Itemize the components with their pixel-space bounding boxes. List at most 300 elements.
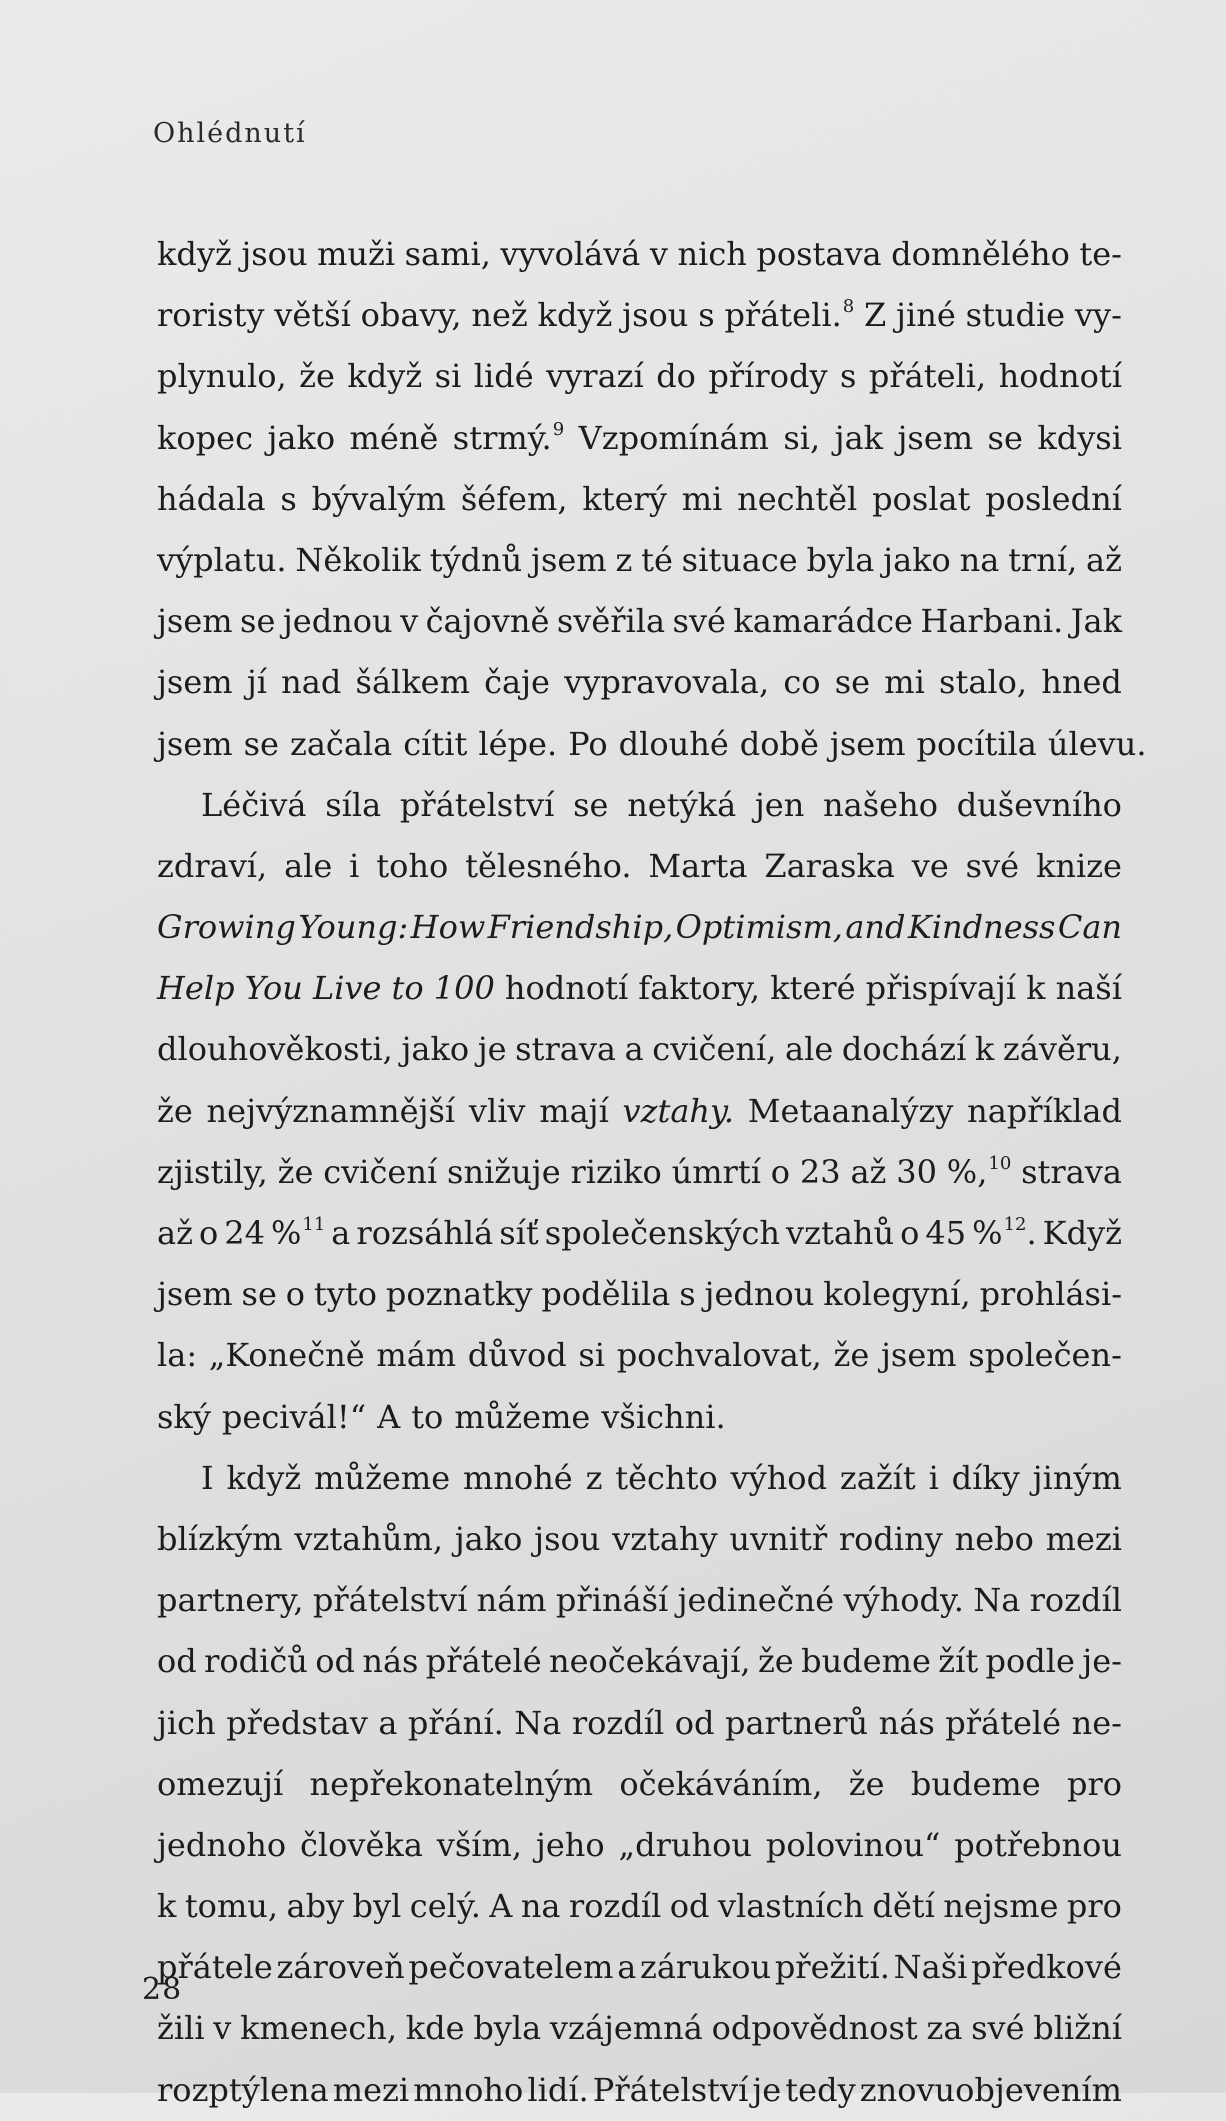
paragraph [157, 1448, 1122, 2121]
word: žít [938, 1642, 979, 1681]
word: žili [157, 2009, 205, 2048]
word: netýká [627, 785, 737, 824]
word: že [833, 1336, 870, 1375]
word: rodičů [204, 1642, 308, 1681]
word: uvnitř [729, 1519, 828, 1558]
word: odpovědnost [711, 2009, 918, 2048]
word: postava [756, 235, 882, 273]
word: mezi [1045, 1519, 1122, 1558]
word: jsou [622, 296, 689, 335]
word: tyto [313, 1275, 377, 1314]
text-line [157, 1019, 1122, 1080]
word: když [226, 1458, 302, 1497]
body-text [157, 224, 1147, 2121]
word: Přátelství [592, 2070, 749, 2109]
word: 45 [925, 1214, 967, 1252]
word: budeme [910, 1764, 1041, 1803]
text-line [157, 1815, 1122, 1876]
word: svěřila [556, 602, 666, 641]
word: začala [289, 724, 393, 763]
word: a [624, 1030, 644, 1069]
word: až [850, 1152, 887, 1191]
word: společenských [544, 1214, 781, 1252]
word: budeme [801, 1642, 931, 1681]
word: do [656, 357, 696, 396]
word: jsem [829, 724, 906, 763]
word: se [240, 602, 276, 641]
word: z [615, 540, 633, 579]
word: %$^{11}$ [270, 1214, 326, 1252]
word: jsem [897, 418, 974, 457]
word: ský [157, 1397, 211, 1436]
word: našeho [823, 785, 938, 824]
word: Několik [295, 540, 421, 579]
word: předkové [971, 1948, 1122, 1987]
word: I [201, 1458, 214, 1497]
word: vztahů [786, 1214, 895, 1252]
word: Po [568, 724, 608, 763]
word: Harbani. [920, 602, 1064, 641]
text-line [157, 1448, 1122, 1509]
word: jsou [241, 235, 308, 273]
text-line [157, 714, 1147, 775]
word: o [198, 1214, 219, 1252]
word: síť [499, 1214, 539, 1252]
word: vyvolává [500, 235, 641, 273]
word: v [649, 235, 668, 273]
word: Can [1057, 908, 1122, 947]
text-line [157, 958, 1122, 1019]
word: s [698, 296, 715, 335]
word: jí [246, 663, 267, 702]
word: Friendship, [487, 908, 674, 947]
text-line [157, 469, 1122, 530]
word: méně [349, 418, 439, 457]
word: la: [157, 1336, 198, 1375]
word: pecivál!“ [221, 1397, 367, 1436]
word: v [400, 602, 419, 641]
word: přátele [157, 1948, 273, 1987]
word: cvičení, [652, 1030, 777, 1069]
word: Optimism, [675, 908, 843, 947]
word: nich [677, 235, 747, 273]
trailing-punctuation: . [1026, 1214, 1037, 1252]
word: své [965, 846, 1020, 885]
word: v [213, 2009, 232, 2048]
word: nechtěl [737, 479, 858, 518]
text-line [157, 775, 1122, 836]
text-line [157, 1693, 1122, 1754]
word: jsem [531, 540, 607, 579]
word: společen- [968, 1336, 1122, 1375]
word: kdysi [1037, 418, 1122, 457]
word: přání. [407, 1703, 504, 1742]
word: jako [883, 540, 951, 579]
text-line [157, 346, 1122, 407]
word: se [241, 1275, 277, 1314]
word: rozdíl [1029, 1581, 1122, 1620]
word: všichni. [601, 1397, 726, 1436]
text-line [157, 652, 1122, 713]
text-line [157, 1937, 1122, 1998]
word: stalo, [939, 663, 1028, 702]
word: na [959, 540, 1000, 579]
word: kmenech, [240, 2009, 398, 2048]
word: hádala [157, 479, 266, 518]
word: Growing [157, 908, 296, 947]
word: úmrtí [671, 1152, 761, 1191]
word: knize [1035, 846, 1122, 885]
word: sami, [404, 235, 491, 273]
word: cvičení [323, 1152, 438, 1191]
word: jich [157, 1703, 216, 1742]
footnote-reference: 12 [1003, 1214, 1027, 1235]
word: se [243, 724, 279, 763]
word: pocítila [916, 724, 1037, 763]
word: se [573, 785, 609, 824]
word: na [520, 1887, 561, 1926]
word: je [752, 2070, 782, 2109]
word: zárukou [639, 1948, 772, 1987]
word: „Konečně [208, 1336, 365, 1375]
word: Metaanalýzy [747, 1091, 954, 1130]
word: 24 [224, 1214, 265, 1252]
word: si [434, 357, 462, 396]
word: vliv [468, 1091, 526, 1130]
word: obavy, [360, 296, 462, 335]
word: lidí. [527, 2070, 589, 2109]
word: té [641, 540, 673, 579]
text-line [157, 408, 1122, 469]
word: můžeme [454, 1397, 591, 1436]
word: mnohé [462, 1458, 573, 1497]
word: aby [286, 1887, 345, 1926]
word: 23 [799, 1152, 841, 1191]
word: pochvalovat, [616, 1336, 822, 1375]
word: nebo [954, 1519, 1034, 1558]
word: snižuje [447, 1152, 561, 1191]
word: strmý.$^9$ [452, 418, 565, 457]
word: tomu, [184, 1887, 279, 1926]
word: bývalým [311, 479, 447, 518]
word: trní, [1008, 540, 1078, 579]
text-line [157, 1325, 1122, 1386]
word: dochází [841, 1030, 967, 1069]
word: dětí [872, 1887, 935, 1926]
word: očekáváním, [619, 1764, 823, 1803]
word: bližní [1033, 2009, 1122, 2048]
text-line [157, 1509, 1122, 1570]
word: celý. [409, 1887, 481, 1926]
word: jedinečné [677, 1581, 835, 1620]
word: až [1086, 540, 1122, 579]
word: studie [965, 296, 1066, 335]
word: jeho [535, 1825, 605, 1864]
text-line [157, 1998, 1122, 2059]
word: potřebnou [954, 1825, 1122, 1864]
word: dlouhé [618, 724, 729, 763]
word: jednoho [157, 1825, 287, 1864]
word: rozptýlena [157, 2070, 329, 2109]
word: 30 [896, 1152, 937, 1191]
word: partnery, [157, 1581, 304, 1620]
word: hodnotí [504, 969, 629, 1008]
word: ve [911, 846, 949, 885]
text-line [157, 1631, 1122, 1692]
word: si [578, 1336, 606, 1375]
word: jsem [157, 724, 233, 763]
word: jak [834, 418, 884, 457]
word: rozdíl [571, 1703, 665, 1742]
word: byla [473, 2009, 542, 2048]
word: Když [1042, 1214, 1122, 1252]
word: mi [884, 663, 925, 702]
word: dlouhověkosti, [157, 1030, 393, 1069]
word: omezují [157, 1764, 284, 1803]
word: ale [284, 846, 333, 885]
word: poznatky [385, 1275, 533, 1314]
text-line [157, 1142, 1122, 1203]
word: Na [973, 1581, 1021, 1620]
word: nám [476, 1581, 547, 1620]
word: 100 [433, 969, 495, 1008]
word: co [783, 663, 821, 702]
word: A [377, 1397, 401, 1436]
word: o [285, 1275, 306, 1314]
word: pro [1066, 1887, 1122, 1926]
word: jednou [704, 1275, 815, 1314]
word: and [845, 908, 906, 947]
word: přináší [555, 1581, 669, 1620]
running-header: Ohlédnutí [153, 118, 307, 149]
word: cítit [403, 724, 468, 763]
word: jsem [157, 602, 233, 641]
word: přispívají [865, 969, 1017, 1008]
word: až [157, 1214, 193, 1252]
word: jako [401, 1030, 470, 1069]
word: za [926, 2009, 963, 2048]
word: kopec [157, 418, 253, 457]
footnote-reference: 11 [302, 1214, 326, 1235]
word: výhody. [843, 1581, 964, 1620]
word: riziko [570, 1152, 662, 1191]
word: nejsme [943, 1887, 1059, 1926]
word: čaje [484, 663, 550, 702]
word: mnoho [413, 2070, 524, 2109]
word: než [471, 296, 528, 335]
word: přátelé [945, 1703, 1062, 1742]
word: toho [376, 846, 449, 885]
word: to [391, 969, 424, 1008]
word: hned [1041, 663, 1122, 702]
word: vztahům, [294, 1519, 443, 1558]
word: blízkým [157, 1519, 283, 1558]
word: hodnotí [998, 357, 1122, 396]
word: plynulo, [157, 357, 287, 396]
word: Young: [298, 908, 409, 947]
word: přírody [708, 357, 828, 396]
word: k [157, 1887, 177, 1926]
text-line [157, 1081, 1122, 1142]
word: že [277, 1152, 314, 1191]
word: o [770, 1152, 791, 1191]
word: faktory, [638, 969, 761, 1008]
word: zjistily, [157, 1152, 268, 1191]
word: přátelé [425, 1642, 542, 1681]
word: můžeme [314, 1458, 451, 1497]
word: byla [806, 540, 875, 579]
word: s [679, 1275, 696, 1314]
word: vyrazí [546, 357, 644, 396]
word: šéfem, [460, 479, 568, 518]
word: úlevu. [1047, 724, 1147, 763]
word: zároveň [276, 1948, 405, 1987]
word: tedy [785, 2070, 856, 2109]
word: jsou [534, 1519, 601, 1558]
word: jako [454, 1519, 523, 1558]
word: mi [681, 479, 723, 518]
word: You [244, 969, 303, 1008]
word: jsem [880, 1336, 957, 1375]
word: Na [514, 1703, 562, 1742]
word: Help [157, 969, 235, 1008]
word: Jak [1070, 602, 1122, 641]
word: například [967, 1091, 1122, 1130]
word: poslat [872, 479, 971, 518]
word: znovuobjevením [859, 2070, 1122, 2109]
word: tělesného. [465, 846, 632, 885]
word: že [299, 357, 335, 396]
word: vlastních [717, 1887, 864, 1926]
page-number: 28 [142, 1972, 183, 2007]
word: %$^{12}$. [972, 1214, 1037, 1252]
word: kolegyní, [823, 1275, 971, 1314]
word: vy- [1074, 296, 1122, 335]
word: jednou [282, 602, 393, 641]
word: díky [951, 1458, 1020, 1497]
word: How [410, 908, 486, 947]
word: duševního [956, 785, 1122, 824]
word: z [585, 1458, 603, 1497]
word: strava [1021, 1152, 1122, 1191]
word: mezi [332, 2070, 410, 2109]
word: i [349, 846, 360, 885]
text-line [157, 1264, 1122, 1325]
word: roristy [157, 296, 265, 335]
word: ale [785, 1030, 834, 1069]
word: od [669, 1887, 710, 1926]
word: muži [317, 235, 396, 273]
word: výplatu. [157, 540, 287, 579]
word: „druhou [618, 1825, 752, 1864]
paragraph [157, 224, 1147, 775]
word: %,$^{10}$ [946, 1152, 1012, 1191]
word: neočekávají, [548, 1642, 751, 1681]
word: polovinou“ [765, 1825, 941, 1864]
word: nejvýznamnější [206, 1091, 456, 1130]
word: a [331, 1214, 351, 1252]
word: te- [1079, 235, 1122, 273]
footnote-reference: 8 [842, 296, 855, 318]
word: větší [274, 296, 351, 335]
word: strava [515, 1030, 616, 1069]
word: zažít [839, 1458, 916, 1497]
word: své [971, 2009, 1025, 2048]
word: mám [376, 1336, 457, 1375]
word: jiné [896, 296, 956, 335]
word: Marta [648, 846, 748, 885]
word: se [987, 418, 1023, 457]
word: pečovatelem [408, 1948, 614, 1987]
text-line [157, 530, 1122, 591]
text-line [157, 836, 1122, 897]
text-line [157, 1387, 1122, 1448]
word: přáteli, [868, 357, 987, 396]
word: lidé [473, 357, 534, 396]
word: vzájemná [549, 2009, 703, 2048]
word: nepřekonatelným [309, 1764, 594, 1803]
paragraph [157, 775, 1122, 1448]
word: partnerů [724, 1703, 869, 1742]
word: ne- [1071, 1703, 1122, 1742]
word: člověka [299, 1825, 423, 1864]
word: nás [362, 1642, 419, 1681]
word: od [674, 1703, 715, 1742]
word: vypravovala, [564, 663, 770, 702]
word: Naši [893, 1948, 968, 1987]
word: představ [226, 1703, 368, 1742]
word: když [347, 357, 423, 396]
word: čajovně [425, 602, 550, 641]
word: s [280, 479, 297, 518]
word: kamarádce [733, 602, 913, 641]
word: týdnů [429, 540, 523, 579]
word: Live [312, 969, 382, 1008]
word: výhod [730, 1458, 828, 1497]
text-line [157, 1570, 1122, 1631]
footnote-reference: 9 [552, 418, 565, 440]
word: domnělého [891, 235, 1070, 273]
word: době [739, 724, 819, 763]
word: že [848, 1764, 885, 1803]
word: jako [267, 418, 336, 457]
word: který [582, 479, 667, 518]
word: zdraví, [157, 846, 268, 885]
text-line [157, 1203, 1122, 1264]
word: je- [1082, 1642, 1122, 1681]
word: lépe. [478, 724, 558, 763]
word: je [477, 1030, 507, 1069]
word: Zaraska [764, 846, 895, 885]
text-line [157, 2060, 1122, 2121]
word: to [411, 1397, 444, 1436]
text-line [157, 591, 1122, 652]
word: kde [405, 2009, 465, 2048]
word: přáteli.$^8$ [724, 296, 855, 335]
word: když [537, 296, 613, 335]
word: naší [1055, 969, 1122, 1008]
word: vším, [436, 1825, 523, 1864]
word: podle [985, 1642, 1075, 1681]
word: byl [352, 1887, 402, 1926]
word: poslední [985, 479, 1122, 518]
text-line [157, 897, 1122, 958]
word: a [617, 1948, 637, 1987]
word: Léčivá [201, 785, 307, 824]
word: a [378, 1703, 398, 1742]
text-line [157, 1876, 1122, 1937]
word: A [489, 1887, 513, 1926]
